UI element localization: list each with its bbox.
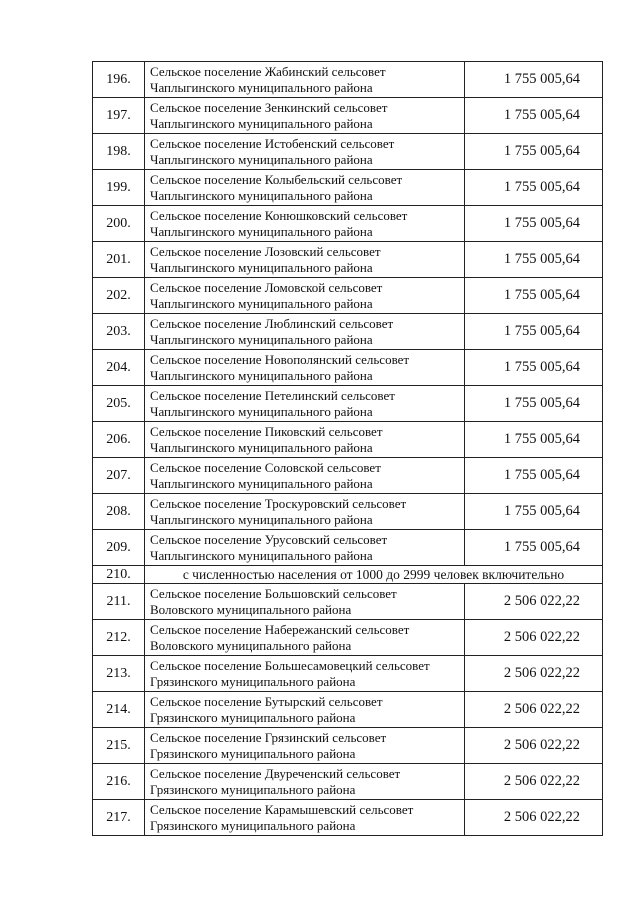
settlement-name-line2: Чаплыгинского муниципального района bbox=[150, 403, 373, 419]
settlement-name bbox=[145, 62, 465, 98]
row-number: 200. bbox=[93, 206, 145, 242]
table-row bbox=[93, 764, 603, 800]
row-number: 213. bbox=[93, 656, 145, 692]
settlement-name bbox=[145, 620, 465, 656]
table-row bbox=[93, 422, 603, 458]
row-number: 197. bbox=[93, 98, 145, 134]
table-row bbox=[93, 242, 603, 278]
table-row bbox=[93, 458, 603, 494]
settlement-name bbox=[145, 170, 465, 206]
table-row bbox=[93, 692, 603, 728]
allocation-amount: 2 506 022,22 bbox=[465, 692, 603, 728]
settlement-name-line1: Сельское поселение Троскуровский сельсовет bbox=[150, 495, 407, 511]
allocation-amount: 1 755 005,64 bbox=[465, 134, 603, 170]
table-row bbox=[93, 584, 603, 620]
settlement-name-line2: Чаплыгинского муниципального района bbox=[150, 367, 373, 383]
settlement-name-line1: Сельское поселение Ломовской сельсовет bbox=[150, 279, 383, 295]
settlement-name bbox=[145, 530, 465, 566]
settlement-name-line2: Чаплыгинского муниципального района bbox=[150, 439, 373, 455]
settlement-name-line1: Сельское поселение Колыбельский сельсовет bbox=[150, 171, 403, 187]
settlement-name-line1: Сельское поселение Грязинский сельсовет bbox=[150, 729, 387, 745]
table-row bbox=[93, 170, 603, 206]
table-row bbox=[93, 530, 603, 566]
settlement-name-line1: Сельское поселение Люблинский сельсовет bbox=[150, 315, 394, 331]
settlement-name-line2: Грязинского муниципального района bbox=[150, 709, 356, 725]
settlement-name bbox=[145, 800, 465, 836]
settlement-name-line2: Чаплыгинского муниципального района bbox=[150, 79, 373, 95]
settlement-name-line1: Сельское поселение Пиковский сельсовет bbox=[150, 423, 383, 439]
settlement-name bbox=[145, 278, 465, 314]
settlement-name-line2: Воловского муниципального района bbox=[150, 637, 352, 653]
row-number: 196. bbox=[93, 62, 145, 98]
table-row bbox=[93, 350, 603, 386]
settlement-name-line2: Чаплыгинского муниципального района bbox=[150, 223, 373, 239]
allocation-amount: 2 506 022,22 bbox=[465, 800, 603, 836]
row-number: 210. bbox=[93, 566, 145, 584]
allocation-amount: 1 755 005,64 bbox=[465, 206, 603, 242]
allocation-amount: 2 506 022,22 bbox=[465, 764, 603, 800]
settlement-name bbox=[145, 314, 465, 350]
settlement-name-line1: Сельское поселение Лозовский сельсовет bbox=[150, 243, 381, 259]
settlement-name-line2: Чаплыгинского муниципального района bbox=[150, 295, 373, 311]
table-row bbox=[93, 206, 603, 242]
allocation-table bbox=[92, 61, 603, 836]
allocation-amount: 1 755 005,64 bbox=[465, 530, 603, 566]
allocation-amount: 1 755 005,64 bbox=[465, 98, 603, 134]
row-number: 206. bbox=[93, 422, 145, 458]
settlement-name bbox=[145, 422, 465, 458]
row-number: 207. bbox=[93, 458, 145, 494]
allocation-amount: 2 506 022,22 bbox=[465, 656, 603, 692]
allocation-amount: 1 755 005,64 bbox=[465, 494, 603, 530]
settlement-name-line1: Сельское поселение Двуреченский сельсовет bbox=[150, 765, 401, 781]
table-row bbox=[93, 494, 603, 530]
allocation-amount: 2 506 022,22 bbox=[465, 584, 603, 620]
settlement-name-line1: Сельское поселение Петелинский сельсовет bbox=[150, 387, 395, 403]
settlement-name-line1: Сельское поселение Набережанский сельсовет bbox=[150, 621, 410, 637]
settlement-name-line2: Чаплыгинского муниципального района bbox=[150, 547, 373, 563]
settlement-name-line2: Грязинского муниципального района bbox=[150, 673, 356, 689]
row-number: 201. bbox=[93, 242, 145, 278]
settlement-name-line1: Сельское поселение Карамышевский сельсовет bbox=[150, 801, 414, 817]
settlement-name bbox=[145, 692, 465, 728]
table-row bbox=[93, 314, 603, 350]
row-number: 208. bbox=[93, 494, 145, 530]
row-number: 203. bbox=[93, 314, 145, 350]
settlement-name bbox=[145, 494, 465, 530]
table-row bbox=[93, 134, 603, 170]
settlement-name-line1: Сельское поселение Новополянский сельсовет bbox=[150, 351, 410, 367]
row-number: 209. bbox=[93, 530, 145, 566]
row-number: 198. bbox=[93, 134, 145, 170]
allocation-amount: 1 755 005,64 bbox=[465, 170, 603, 206]
table-row bbox=[93, 800, 603, 836]
row-number: 205. bbox=[93, 386, 145, 422]
settlement-name bbox=[145, 242, 465, 278]
row-number: 215. bbox=[93, 728, 145, 764]
allocation-amount: 1 755 005,64 bbox=[465, 314, 603, 350]
settlement-name-line2: Чаплыгинского муниципального района bbox=[150, 151, 373, 167]
allocation-amount: 2 506 022,22 bbox=[465, 728, 603, 764]
row-number: 204. bbox=[93, 350, 145, 386]
settlement-name bbox=[145, 98, 465, 134]
table-row bbox=[93, 62, 603, 98]
settlement-name bbox=[145, 206, 465, 242]
settlement-name bbox=[145, 728, 465, 764]
settlement-name-line1: Сельское поселение Соловской сельсовет bbox=[150, 459, 381, 475]
table-row bbox=[93, 620, 603, 656]
allocation-table-body bbox=[93, 62, 603, 836]
settlement-name-line1: Сельское поселение Бутырский сельсовет bbox=[150, 693, 383, 709]
settlement-name-line2: Чаплыгинского муниципального района bbox=[150, 259, 373, 275]
table-row bbox=[93, 386, 603, 422]
table-row bbox=[93, 656, 603, 692]
table-row bbox=[93, 98, 603, 134]
settlement-name bbox=[145, 386, 465, 422]
settlement-name-line2: Чаплыгинского муниципального района bbox=[150, 511, 373, 527]
table-row bbox=[93, 278, 603, 314]
settlement-name-line1: Сельское поселение Зенкинский сельсовет bbox=[150, 99, 388, 115]
settlement-name-line2: Воловского муниципального района bbox=[150, 601, 352, 617]
settlement-name-line1: Сельское поселение Конюшковский сельсовет bbox=[150, 207, 408, 223]
allocation-amount: 2 506 022,22 bbox=[465, 620, 603, 656]
allocation-amount: 1 755 005,64 bbox=[465, 422, 603, 458]
settlement-name-line2: Грязинского муниципального района bbox=[150, 781, 356, 797]
settlement-name-line2: Грязинского муниципального района bbox=[150, 817, 356, 833]
section-header-row bbox=[93, 566, 603, 584]
settlement-name-line1: Сельское поселение Истобенский сельсовет bbox=[150, 135, 395, 151]
settlement-name-line1: Сельское поселение Большовский сельсовет bbox=[150, 585, 397, 601]
settlement-name-line1: Сельское поселение Жабинский сельсовет bbox=[150, 63, 386, 79]
settlement-name-line1: Сельское поселение Большесамовецкий сельсовет bbox=[150, 657, 430, 673]
settlement-name bbox=[145, 584, 465, 620]
row-number: 216. bbox=[93, 764, 145, 800]
settlement-name-line2: Чаплыгинского муниципального района bbox=[150, 187, 373, 203]
row-number: 217. bbox=[93, 800, 145, 836]
allocation-amount: 1 755 005,64 bbox=[465, 278, 603, 314]
settlement-name bbox=[145, 764, 465, 800]
settlement-name-line2: Чаплыгинского муниципального района bbox=[150, 115, 373, 131]
settlement-name-line2: Грязинского муниципального района bbox=[150, 745, 356, 761]
settlement-name bbox=[145, 134, 465, 170]
table-row bbox=[93, 728, 603, 764]
row-number: 214. bbox=[93, 692, 145, 728]
row-number: 211. bbox=[93, 584, 145, 620]
settlement-name bbox=[145, 350, 465, 386]
settlement-name bbox=[145, 458, 465, 494]
row-number: 202. bbox=[93, 278, 145, 314]
settlement-name-line1: Сельское поселение Урусовский сельсовет bbox=[150, 531, 388, 547]
settlement-name bbox=[145, 656, 465, 692]
allocation-amount: 1 755 005,64 bbox=[465, 62, 603, 98]
allocation-amount: 1 755 005,64 bbox=[465, 350, 603, 386]
settlement-name-line2: Чаплыгинского муниципального района bbox=[150, 331, 373, 347]
row-number: 212. bbox=[93, 620, 145, 656]
allocation-amount: 1 755 005,64 bbox=[465, 242, 603, 278]
population-group-heading: с численностью населения от 1000 до 2999 человек включительно bbox=[145, 566, 603, 584]
allocation-amount: 1 755 005,64 bbox=[465, 386, 603, 422]
row-number: 199. bbox=[93, 170, 145, 206]
allocation-amount: 1 755 005,64 bbox=[465, 458, 603, 494]
settlement-name-line2: Чаплыгинского муниципального района bbox=[150, 475, 373, 491]
